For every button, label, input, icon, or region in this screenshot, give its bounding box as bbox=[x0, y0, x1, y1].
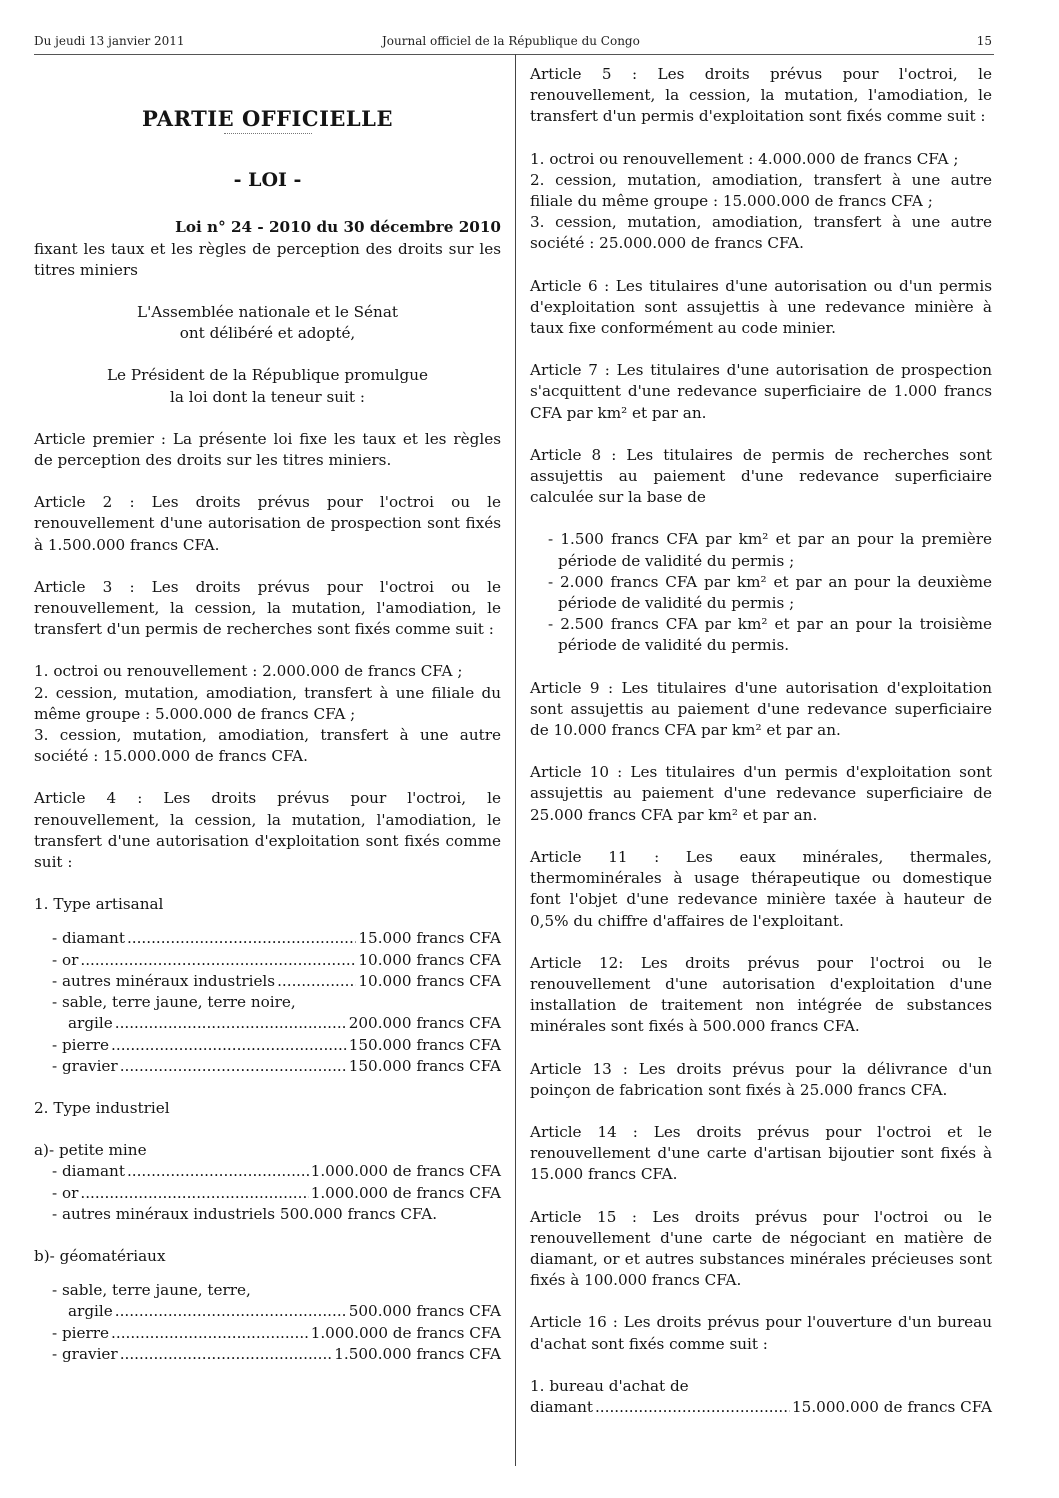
law-subject: fixant les taux et les règles de perception des droits sur les titres miniers bbox=[34, 239, 501, 279]
fee-row: - or ..... 1.000.000 de francs CFA bbox=[52, 1183, 501, 1204]
petite-mine-label: a)- petite mine bbox=[34, 1141, 147, 1160]
type-artisanal-list bbox=[34, 928, 501, 1076]
article-4: Article 4 : Les droits prévus pour l'octroi, le renouvellement, la cession, la mutation, l'amodiation, le transfert d'une autorisation d'exploitation sont fixés comme suit : bbox=[34, 789, 501, 872]
subsection-title: - LOI - bbox=[233, 169, 302, 192]
column-divider bbox=[515, 54, 516, 1466]
title-underline bbox=[224, 133, 312, 134]
type-industriel-label: 2. Type industriel bbox=[34, 1098, 170, 1117]
article-14: Article 14 : Les droits prévus pour l'octroi et le renouvellement d'une carte d'artisan bijoutier sont fixés à 15.000 francs CFA. bbox=[530, 1122, 992, 1184]
article-16: Article 16 : Les droits prévus pour l'ouverture d'un bureau d'achat sont fixés comme suit : bbox=[530, 1313, 992, 1353]
law-title: Loi n° 24 - 2010 du 30 décembre 2010 bbox=[175, 218, 501, 237]
fee-row: - pierre ..... 150.000 francs CFA bbox=[52, 1035, 501, 1056]
preamble-line: la loi dont la teneur suit : bbox=[170, 387, 365, 406]
header-journal-title: Journal officiel de la République du Congo bbox=[382, 34, 640, 48]
article-12: Article 12: Les droits prévus pour l'octroi ou le renouvellement d'une autorisation d'exploitation d'une installation de traitement non intégrée de substances minérales sont fixés à 500.000 francs CFA. bbox=[530, 953, 992, 1036]
list-item: 3. cession, mutation, amodiation, transfert à une autre société : 25.000.000 de francs CFA. bbox=[530, 213, 992, 253]
fee-row: argile ..... 200.000 francs CFA bbox=[52, 1013, 501, 1034]
fee-row: argile ..... 500.000 francs CFA bbox=[52, 1301, 501, 1322]
left-column bbox=[34, 66, 501, 1386]
list-item: - 2.000 francs CFA par km² et par an pour la deuxième période de validité du permis ; bbox=[548, 572, 992, 613]
header-page-number: 15 bbox=[976, 34, 992, 48]
article-8: Article 8 : Les titulaires de permis de recherches sont assujettis au paiement d'une redevance superficiaire calculée sur la base de bbox=[530, 445, 992, 507]
article-3: Article 3 : Les droits prévus pour l'octroi ou le renouvellement, la cession, la mutation, l'amodiation, le transfert d'un permis de recherches sont fixés comme suit : bbox=[34, 577, 501, 639]
fee-row: - autres minéraux industriels 500.000 francs CFA. bbox=[52, 1204, 438, 1223]
header-date: Du jeudi 13 janvier 2011 bbox=[34, 34, 185, 48]
article-8-list bbox=[530, 529, 992, 656]
fee-row: - pierre ..... 1.000.000 de francs CFA bbox=[52, 1323, 501, 1344]
petite-mine-list bbox=[34, 1161, 501, 1225]
preamble-line: ont délibéré et adopté, bbox=[179, 324, 356, 343]
article-13: Article 13 : Les droits prévus pour la délivrance d'un poinçon de fabrication sont fixés à 25.000 francs CFA. bbox=[530, 1059, 992, 1099]
fee-row: - or ..... 10.000 francs CFA bbox=[52, 950, 501, 971]
list-item: 1. octroi ou renouvellement : 4.000.000 de francs CFA ; bbox=[530, 149, 959, 168]
article-5-list bbox=[530, 149, 992, 255]
page-header bbox=[34, 34, 992, 54]
article-16-line: 1. bureau d'achat de bbox=[530, 1376, 689, 1395]
list-item: 2. cession, mutation, amodiation, transfert à une filiale du même groupe : 5.000.000 de francs CFA ; bbox=[34, 683, 501, 723]
article-7: Article 7 : Les titulaires d'une autorisation de prospection s'acquittent d'une redevance superficiaire de 1.000 francs CFA par km² et par an. bbox=[530, 361, 992, 422]
article-3-list bbox=[34, 661, 501, 767]
geomateriaux-list bbox=[34, 1280, 501, 1365]
fee-row: - sable, terre jaune, terre noire, bbox=[52, 993, 296, 1012]
article-15: Article 15 : Les droits prévus pour l'octroi ou le renouvellement d'une carte de négociant en matière de diamant, or et autres substances minérales précieuses sont fixés à 100.000 francs CFA. bbox=[530, 1207, 992, 1290]
preamble-line: L'Assemblée nationale et le Sénat bbox=[137, 303, 398, 322]
article-6: Article 6 : Les titulaires d'une autorisation ou d'un permis d'exploitation sont assujettis à une redevance minière à taux fixe conformément au code minier. bbox=[530, 276, 992, 338]
fee-row: diamant ..... 15.000.000 de francs CFA bbox=[530, 1397, 992, 1418]
right-column bbox=[530, 64, 992, 1418]
fee-row: - sable, terre jaune, terre, bbox=[52, 1281, 251, 1300]
article-9: Article 9 : Les titulaires d'une autorisation d'exploitation sont assujettis au paiement d'une redevance superficiaire de 10.000 francs CFA par km² et par an. bbox=[530, 678, 992, 740]
fee-row: - autres minéraux industriels ..... 10.000 francs CFA bbox=[52, 971, 501, 992]
header-divider bbox=[34, 54, 994, 55]
fee-row: - diamant ..... 15.000 francs CFA bbox=[52, 928, 501, 949]
fee-row: - gravier ..... 1.500.000 francs CFA bbox=[52, 1344, 501, 1365]
article-1: Article premier : La présente loi fixe les taux et les règles de perception des droits sur les titres miniers. bbox=[34, 429, 501, 470]
geomateriaux-label: b)- géomatériaux bbox=[34, 1246, 166, 1265]
fee-row: - diamant ..... 1.000.000 de francs CFA bbox=[52, 1161, 501, 1182]
list-item: 1. octroi ou renouvellement : 2.000.000 de francs CFA ; bbox=[34, 662, 463, 681]
article-2: Article 2 : Les droits prévus pour l'octroi ou le renouvellement d'une autorisation de prospection sont fixés à 1.500.000 francs CFA. bbox=[34, 493, 501, 554]
article-11: Article 11 : Les eaux minérales, thermales, thermominérales à usage thérapeutique ou domestique font l'objet d'une redevance minière taxée à hauteur de 0,5% du chiffre d'affaires de l'exploitant. bbox=[530, 847, 992, 930]
list-item: - 1.500 francs CFA par km² et par an pour la première période de validité du permis ; bbox=[548, 530, 992, 570]
list-item: 3. cession, mutation, amodiation, transfert à une autre société : 15.000.000 de francs CFA. bbox=[34, 726, 501, 766]
article-5: Article 5 : Les droits prévus pour l'octroi, le renouvellement, la cession, la mutation, l'amodiation, le transfert d'un permis d'exploitation sont fixés comme suit : bbox=[530, 65, 992, 126]
fee-row: - gravier ..... 150.000 francs CFA bbox=[52, 1056, 501, 1077]
section-title: PARTIE OFFICIELLE bbox=[142, 106, 393, 131]
article-10: Article 10 : Les titulaires d'un permis d'exploitation sont assujettis au paiement d'une redevance superficiaire de 25.000 francs CFA par km² et par an. bbox=[530, 763, 992, 824]
list-item: 2. cession, mutation, amodiation, transfert à une autre filiale du même groupe : 15.000.000 de francs CFA ; bbox=[530, 170, 992, 211]
type-artisanal-label: 1. Type artisanal bbox=[34, 895, 164, 914]
list-item: - 2.500 francs CFA par km² et par an pour la troisième période de validité du permis. bbox=[548, 615, 992, 655]
preamble-line: Le Président de la République promulgue bbox=[106, 366, 429, 385]
